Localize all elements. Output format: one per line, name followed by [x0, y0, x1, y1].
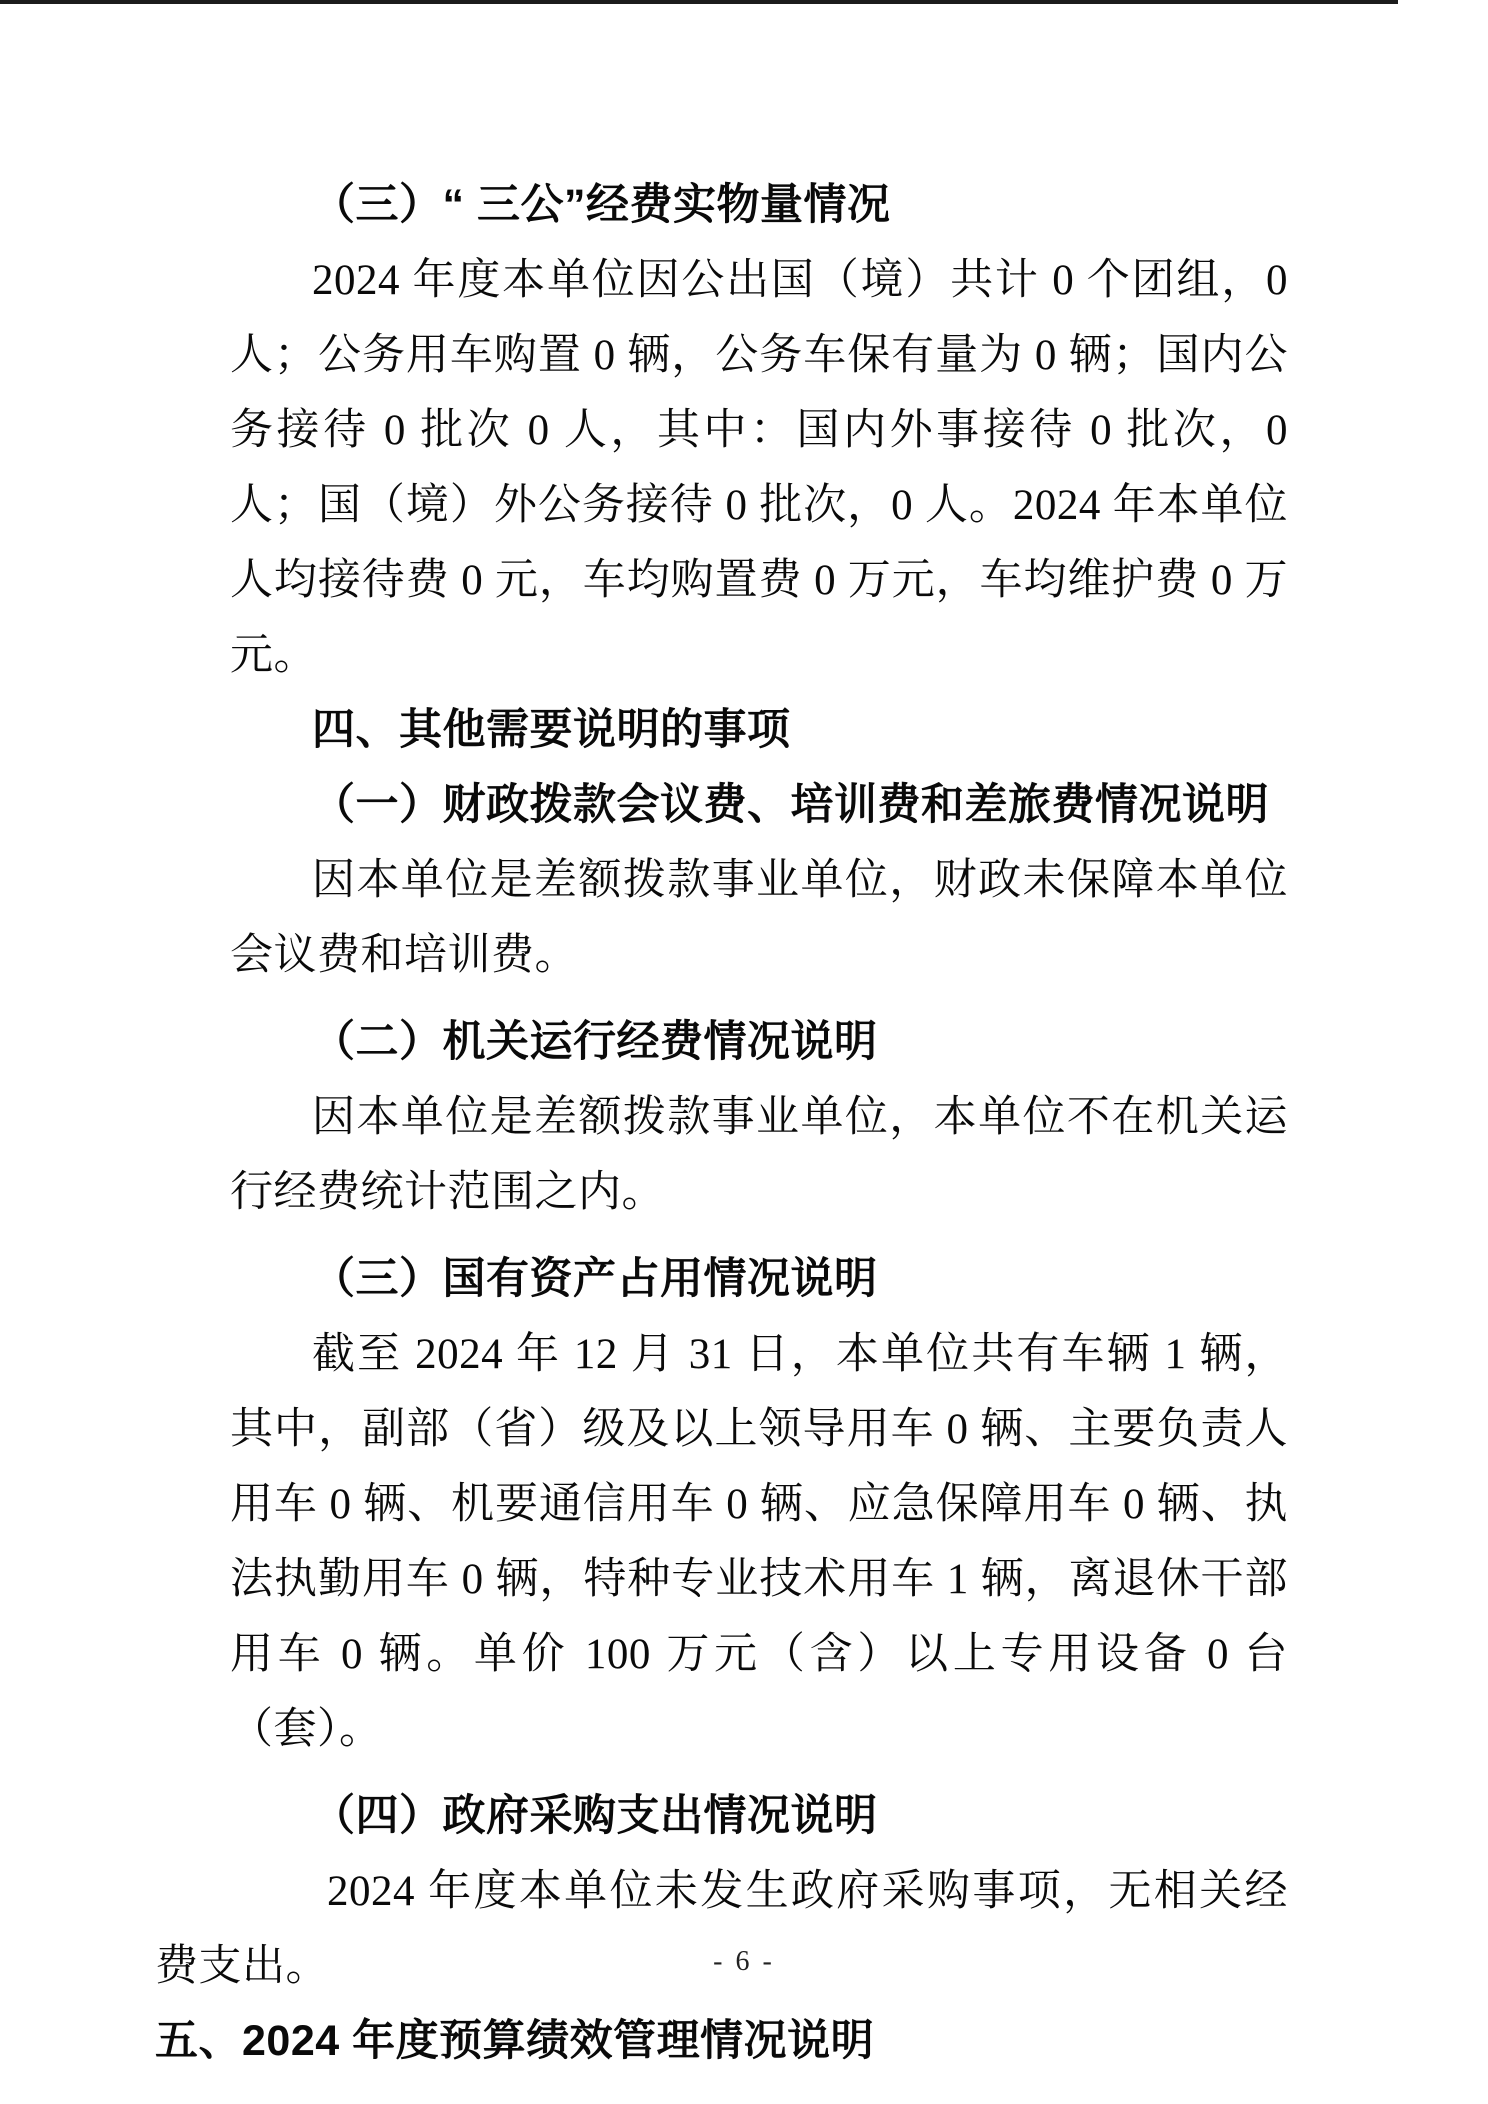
- section-heading-other-matters: 四、其他需要说明的事项: [312, 706, 791, 754]
- paragraph-three-public-expenses-details: 2024 年度本单位因公出国（境）共计 0 个团组，0 人；公务用车购置 0 辆，公务车保有量为 0 辆；国内公务接待 0 批次 0 人，其中：国内外事接待 0 批次，0 人；国（境）外公务接待 0 批次，0 人。2024 年本单位人均接待费 0 元，车均购置费 0 万元，车均维护费 0 万元。: [230, 257, 1288, 679]
- paragraph-state-assets-occupancy: 截至 2024 年 12 月 31 日，本单位共有车辆 1 辆，其中，副部（省）级及以上领导用车 0 辆、主要负责人用车 0 辆、机要通信用车 0 辆、应急保障用车 0 辆、执法执勤用车 0 辆，特种专业技术用车 1 辆，离退休干部用车 0 辆。单价 100 万元（含）以上专用设备 0 台（套）。: [230, 1331, 1288, 1753]
- section-heading-agency-operating-funds: （二）机关运行经费情况说明: [312, 1018, 878, 1066]
- section-heading-government-procurement: （四）政府采购支出情况说明: [312, 1792, 878, 1840]
- section-heading-state-assets-occupancy: （三）国有资产占用情况说明: [312, 1255, 878, 1303]
- section-heading-three-public-expenses-physical: （三）“ 三公”经费实物量情况: [312, 181, 891, 229]
- document-body: [155, 168, 1288, 2079]
- section-heading-meeting-training-travel-fees: （一）财政拨款会议费、培训费和差旅费情况说明: [312, 781, 1269, 829]
- paragraph-meeting-training-travel-fees: 因本单位是差额拨款事业单位，财政未保障本单位会议费和培训费。: [230, 857, 1288, 979]
- section-heading-budget-performance-management: 五、2024 年度预算绩效管理情况说明: [155, 2017, 875, 2065]
- page-number: - 6 -: [713, 1946, 775, 1977]
- paragraph-government-procurement: 2024 年度本单位未发生政府采购事项，无相关经费支出。: [155, 1868, 1288, 1990]
- top-border-line: [0, 0, 1398, 4]
- paragraph-agency-operating-funds: 因本单位是差额拨款事业单位，本单位不在机关运行经费统计范围之内。: [230, 1094, 1288, 1216]
